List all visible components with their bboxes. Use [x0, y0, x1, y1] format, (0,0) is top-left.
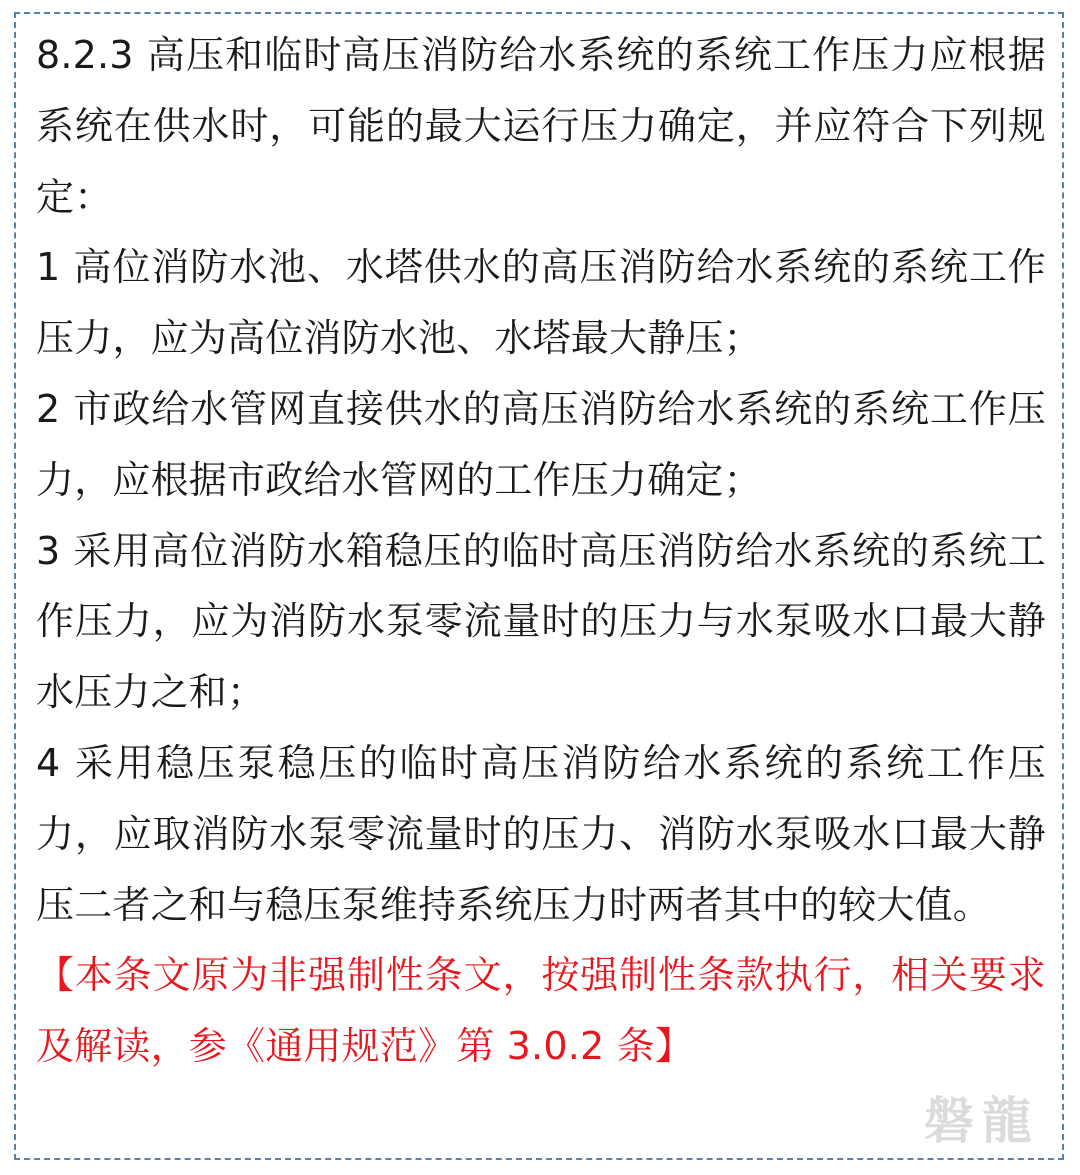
clause-item-2: 2 市政给水管网直接供水的高压消防给水系统的系统工作压力，应根据市政给水管网的工作压力确定；: [36, 386, 1046, 502]
clause-item-3: 3 采用高位消防水箱稳压的临时高压消防给水系统的系统工作压力，应为消防水泵零流量时的压力与水泵吸水口最大静水压力之和；: [36, 528, 1046, 715]
clause-item-4: 4 采用稳压泵稳压的临时高压消防给水系统的系统工作压力，应取消防水泵零流量时的压力、消防水泵吸水口最大静压二者之和与稳压泵维持系统压力时两者其中的较大值。: [36, 740, 1046, 927]
mandatory-note: 【本条文原为非强制性条文，按强制性条款执行，相关要求及解读，参《通用规范》第 3.0.2 条】: [36, 953, 1046, 1069]
watermark-logo: 磐龍: [924, 1091, 1040, 1150]
clause-item-1: 1 高位消防水池、水塔供水的高压消防给水系统的系统工作压力，应为高位消防水池、水塔最大静压；: [36, 245, 1046, 361]
clause-intro: 8.2.3 高压和临时高压消防给水系统的系统工作压力应根据系统在供水时，可能的最大运行压力确定，并应符合下列规定：: [36, 33, 1046, 219]
clause-text: [36, 20, 1046, 1082]
